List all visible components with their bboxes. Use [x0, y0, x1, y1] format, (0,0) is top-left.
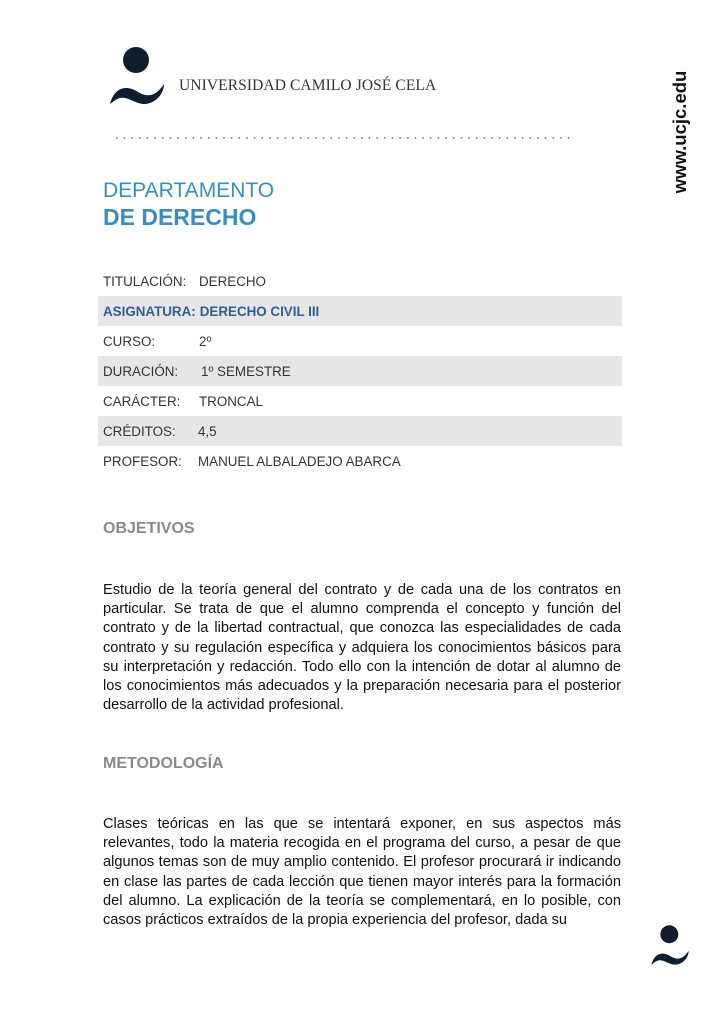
- info-value: DERECHO: [199, 273, 266, 289]
- info-label: ASIGNATURA:: [103, 303, 196, 319]
- section-title-objetivos: OBJETIVOS: [103, 520, 195, 537]
- department-title-line2: DE DERECHO: [103, 204, 257, 230]
- course-info-table: [98, 266, 622, 476]
- section-title-metodologia: METODOLOGÍA: [103, 755, 224, 772]
- info-label: CURSO:: [103, 333, 156, 349]
- info-label: PROFESOR:: [103, 453, 182, 469]
- info-value: 4,5: [198, 423, 217, 439]
- info-value: 2º: [199, 333, 212, 349]
- info-row-caracter: [98, 386, 622, 416]
- info-label: TITULACIÓN:: [103, 273, 187, 289]
- website-url[interactable]: [660, 58, 700, 206]
- info-value: DERECHO CIVIL III: [199, 303, 320, 319]
- ucjc-logo-small-icon: [650, 924, 690, 968]
- section-text-objetivos: Estudio de la teoría general del contrato y de cada una de los contratos en particular. Se trata de que el alumno comprenda el concepto y función del contrato y de la libertad contractual, que conozca las especialidades de cada contrato y su regulación específica y adquiera los conocimientos básicos para su interpretación y redacción. Todo ello con la intención de dotar al alumno de los conocimientos más adecuados y la preparación necesaria para el posterior desarrollo de la actividad profesional.: [103, 582, 621, 714]
- section-text-metodologia: Clases teóricas en las que se intentará exponer, en sus aspectos más relevantes, todo la materia recogida en el programa del curso, a pesar de que algunos temas son de muy amplio contenido. El profesor procurará ir indicando en clase las partes de cada lección que tienen mayor interés para la formación del alumno. La explicación de la teoría se complementará, en lo posible, con casos prácticos extraídos de la propia experiencia del profesor, dada su: [103, 816, 621, 929]
- info-row-asignatura: [98, 296, 622, 326]
- website-url-text[interactable]: www.ucjc.edu: [669, 70, 690, 194]
- university-name: UNIVERSIDAD CAMILO JOSÉ CELA: [179, 77, 437, 94]
- department-title-line1: DEPARTAMENTO: [103, 179, 275, 202]
- info-row-creditos: [98, 416, 622, 446]
- ucjc-logo-icon: [108, 46, 166, 108]
- info-value: MANUEL ALBALADEJO ABARCA: [198, 453, 401, 469]
- info-row-profesor: [98, 446, 622, 476]
- info-row-curso: [98, 326, 622, 356]
- info-label: DURACIÓN:: [103, 363, 179, 379]
- dotted-divider: [113, 137, 573, 139]
- info-row-titulacion: [98, 266, 622, 296]
- info-label: CARÁCTER:: [103, 393, 181, 409]
- info-value: 1º SEMESTRE: [201, 363, 291, 379]
- info-row-duracion: [98, 356, 622, 386]
- info-label: CRÉDITOS:: [103, 423, 176, 439]
- info-value: TRONCAL: [199, 393, 263, 409]
